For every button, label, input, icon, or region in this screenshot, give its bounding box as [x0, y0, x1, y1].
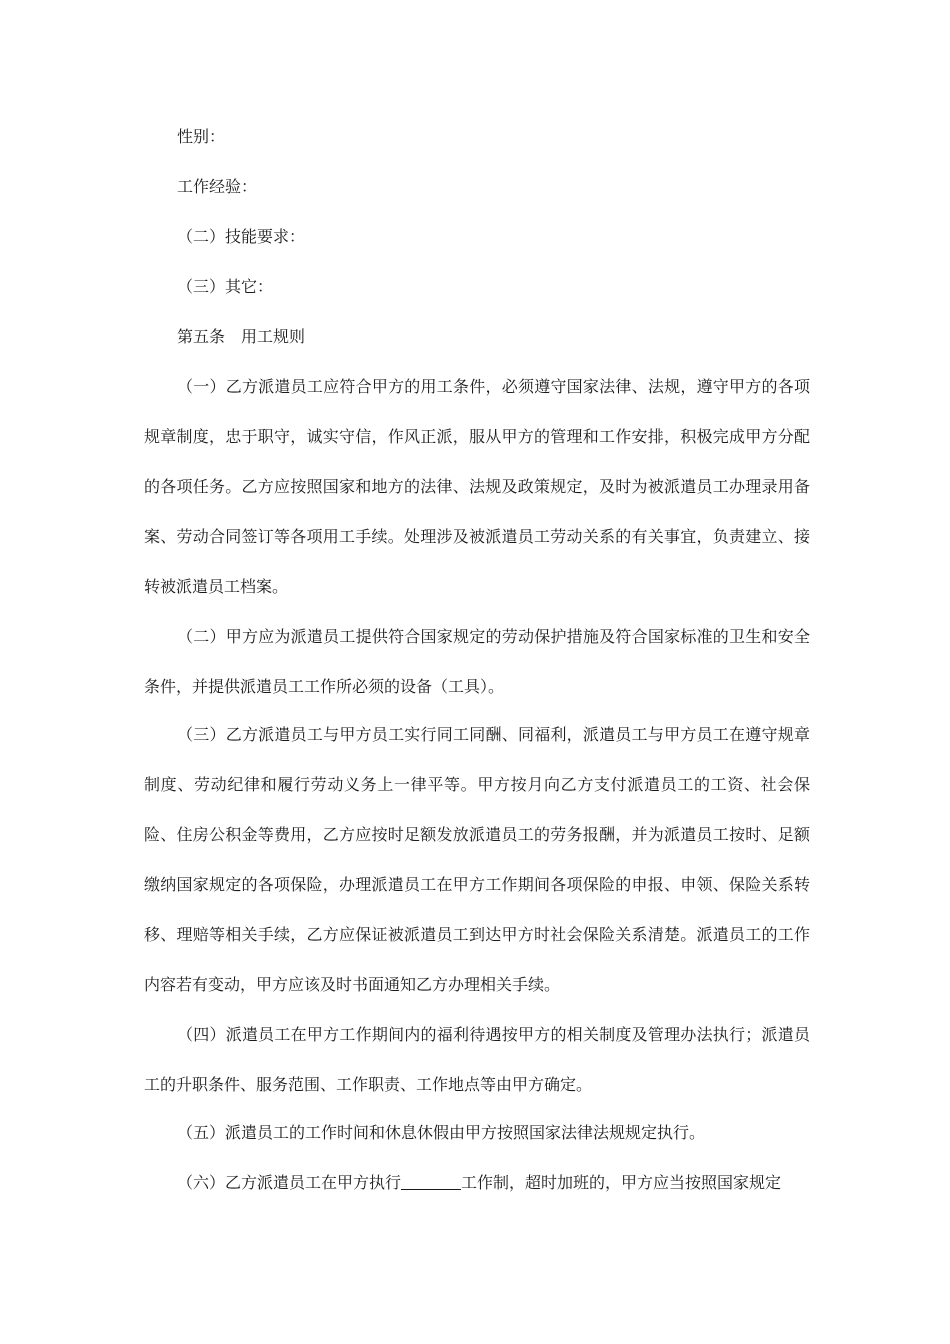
clause-6-text-after: 工作制，超时加班的，甲方应当按照国家规定 [461, 1173, 782, 1192]
clause-4-paragraph: （四）派遣员工在甲方工作期间内的福利待遇按甲方的相关制度及管理办法执行；派遣员工的升职条件、服务范围、工作职责、工作地点等由甲方确定。 [144, 1025, 810, 1094]
clause-5-paragraph: （五）派遣员工的工作时间和休息休假由甲方按照国家法律法规规定执行。 [177, 1123, 706, 1142]
gender-line: 性别： [177, 127, 226, 146]
work-experience-line: 工作经验： [177, 177, 258, 196]
fill-in-blank [401, 1171, 461, 1190]
skill-requirements-line: （二）技能要求： [177, 227, 306, 246]
article-label: 第五条 [177, 327, 226, 346]
clause-3-paragraph: （三）乙方派遣员工与甲方员工实行同工同酬、同福利，派遣员工与甲方员工在遵守规章制度、劳动纪律和履行劳动义务上一律平等。甲方按月向乙方支付派遣员工的工资、社会保险、住房公积金等费用，乙方应按时足额发放派遣员工的劳务报酬，并为派遣员工按时、足额缴纳国家规定的各项保险，办理派遣员工在甲方工作期间各项保险的申报、申领、保险关系转移、理赔等相关手续，乙方应保证被派遣员工到达甲方时社会保险关系清楚。派遣员工的工作内容若有变动，甲方应该及时书面通知乙方办理相关手续。 [144, 725, 810, 994]
clause-1-paragraph: （一）乙方派遣员工应符合甲方的用工条件，必须遵守国家法律、法规，遵守甲方的各项规章制度，忠于职守，诚实守信，作风正派，服从甲方的管理和工作安排，积极完成甲方分配的各项任务。乙方应按照国家和地方的法律、法规及政策规定，及时为被派遣员工办理录用备案、劳动合同签订等各项用工手续。处理涉及被派遣员工劳动关系的有关事宜，负责建立、接转被派遣员工档案。 [144, 377, 810, 596]
article-five-heading [144, 312, 784, 362]
clause-2-paragraph: （二）甲方应为派遣员工提供符合国家规定的劳动保护措施及符合国家标准的卫生和安全条件，并提供派遣员工工作所必须的设备（工具）。 [144, 627, 810, 696]
other-line: （三）其它： [177, 277, 274, 296]
clause-6-paragraph [144, 1158, 810, 1208]
clause-6-text-before: （六）乙方派遣员工在甲方执行 [177, 1173, 402, 1192]
article-title: 用工规则 [241, 327, 306, 346]
